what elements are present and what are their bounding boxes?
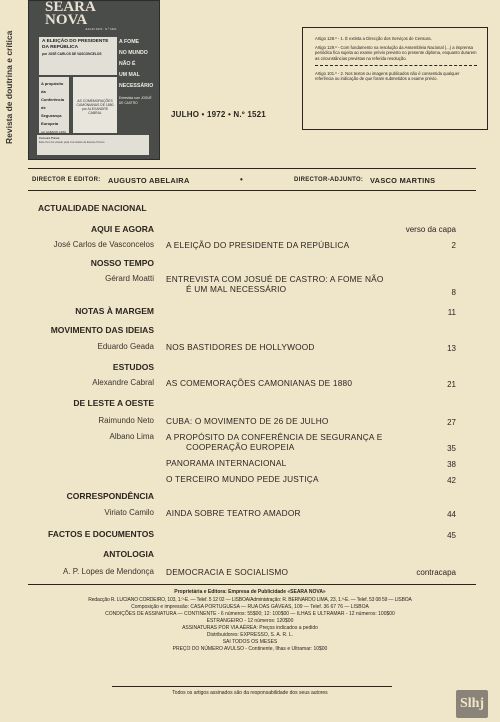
masthead-nova: NOVA [45,12,88,28]
article-entrevista-castro [166,274,426,294]
article-title-line1: A PROPÓSITO DA CONFERÊNCIA DE SEGURANÇA E [166,432,383,442]
archive-logo: Slhj [456,690,488,718]
article-camonianas: AS COMEMORAÇÕES CAMONIANAS DE 1880 [166,378,353,388]
article-title-line1: ENTREVISTA COM JOSUÉ DE CASTRO: A FOME NÃO [166,274,384,284]
article-title-line2: COOPERAÇÃO EUROPEIA [186,442,295,452]
section-aqui-e-agora: AQUI E AGORA [91,224,154,234]
cover-lead-box [39,37,117,75]
deputy-director-label: DIRECTOR-ADJUNTO: [294,177,364,183]
author-mendonca: A. P. Lopes de Mendonça [62,567,154,576]
article-terceiro-mundo: O TERCEIRO MUNDO PEDE JUSTIÇA [166,474,319,484]
colophon-frequency: SAI TODOS OS MESES [222,639,278,645]
page-verso-da-capa: verso da capa [405,225,456,234]
page-number: 38 [447,460,456,469]
cover-footer-box [37,135,149,155]
article-cuba: CUBA: O MOVIMENTO DE 26 DE JULHO [166,416,329,426]
box2-line: A propósito [41,81,64,86]
article-hollywood: NOS BASTIDORES DE HOLLYWOOD [166,342,315,352]
cover-lead-headline: A ELEIÇÃO DO PRESIDENTE DA REPÚBLICA [42,39,109,50]
issue-date: JULHO • 1972 • N.º 1521 [171,110,266,119]
censorship-article-101: Artigo 101.º - 2. Nos textos ou imagens publicados não é consentida qualquer referência ou indicação de que foram submetidos a exame prévio. [315,70,460,82]
colophon [10,589,490,653]
section-factos-e-documentos: FACTOS E DOCUMENTOS [48,529,154,539]
colophon-address: Redacção R. LUCIANO CORDEIRO, 103, 1.º-E. — Telef. 5 12 02 — LISBOA/Administração: R. BERNARDO LIMA, 23, 1.º-E. — Telef. 53 08 59 — LISBOA [88,597,412,603]
cover-box-conference [39,77,69,133]
cover-footer-title: Censura Prévia [39,136,60,140]
magazine-tagline-vertical: Revista de doutrina e crítica [4,30,14,144]
box2-byline: por ALBANO LIMA [41,130,67,134]
footer-divider-short [112,686,392,687]
section-correspondencia: CORRESPONDÊNCIA [66,491,154,501]
cover-footer-text: Este livro foi visado pela Comissão de Exame Prévio [39,139,105,144]
section-actualidade-nacional: ACTUALIDADE NACIONAL [38,203,147,213]
responsibility-note: Todos os artigos assinados são da responsabilidade dos seus autores [172,690,328,696]
article-teatro-amador: AINDA SOBRE TEATRO AMADOR [166,508,301,518]
director-label: DIRECTOR E EDITOR: [32,177,101,183]
director-name: AUGUSTO ABELAIRA [108,176,190,185]
side-line: NECESSÁRIO [119,83,154,89]
author-neto: Raimundo Neto [98,416,154,425]
section-estudos: ESTUDOS [112,362,154,372]
side-line: NÃO É [119,61,136,67]
page-number: 27 [447,418,456,427]
section-notas-a-margem: NOTAS À MARGEM [75,306,154,316]
section-movimento-das-ideias: MOVIMENTO DAS IDEIAS [50,325,154,335]
page-number: 35 [447,444,456,453]
cover-thumbnail [28,0,160,160]
author-lima: Albano Lima [109,432,154,441]
page-number: 2 [451,241,456,250]
deputy-director-name: VASCO MARTINS [370,176,436,185]
cover-subtitle: JULHO 1972 · N.º 1521 [85,27,117,31]
cover-lead-byline: por JOSÉ CARLOS DE VASCONCELOS [42,52,102,57]
article-title-line2: É UM MAL NECESSÁRIO [186,284,287,294]
cover-side-headline [119,37,155,127]
censorship-article-128: Artigo 128.º - 1. É extinta a Direcção dos Serviços de Censura. [315,36,432,41]
cover-masthead [45,1,96,27]
page-number: 45 [447,531,456,540]
colophon-printing: Composição e impressão: CASA PORTUGUESA — RUA DAS GÁVEAS, 109 — Telef. 36 67 76 — LISBOA [131,604,369,610]
censorship-notice-box [302,27,488,130]
page-number: 8 [451,288,456,297]
side-line: A FOME [119,39,139,45]
author-vasconcelos: José Carlos de Vasconcelos [53,240,154,249]
author-geada: Eduardo Geada [97,342,154,351]
staff-bullet: • [240,175,244,184]
box3-text: AS COMEMORAÇÕES CAMONIANAS DE 1880 [76,99,114,107]
page-number: 11 [447,308,456,317]
section-antologia: ANTOLOGIA [103,549,154,559]
page-number: 21 [447,380,456,389]
side-line: NO MUNDO [119,50,148,56]
box2-line: de Segurança [41,105,62,118]
censorship-article-129: Artigo 129.º - Com fundamento na resolução da Assembleia Nacional (...) a imprensa periódica fica sujeita ao exame prévio previsto no presente diploma, enquanto durarem as circunstâncias previstas na referida resolução. [315,45,477,61]
article-conferencia [166,432,426,452]
divider-top [28,168,476,169]
article-panorama: PANORAMA INTERNACIONAL [166,458,287,468]
colophon-price: PREÇO DO NÚMERO AVULSO - Continente, Ilhas e Ultramar: 10$00 [172,646,328,652]
dashed-divider [315,65,477,66]
box3-byline: por ALEXANDRE CABRAL [81,107,109,115]
page-contracapa: contracapa [416,568,456,577]
divider-bottom [28,190,476,191]
section-de-leste-a-oeste: DE LESTE A OESTE [73,398,154,408]
side-byline: Entrevista com JOSUÉ DE CASTRO [119,96,152,105]
page-number: 13 [447,344,456,353]
page-number: 42 [447,476,456,485]
box2-line: da Conferência [41,89,65,102]
colophon-subscription: CONDIÇÕES DE ASSINATURA — CONTINENTE - 6 números: 55$00; 12: 100$00 — ILHAS E ULTRAMAR - 12 números: 100$00 [105,611,395,617]
section-nosso-tempo: NOSSO TEMPO [90,258,154,268]
colophon-distributors: Distribuidores: EXPRESSO, S. A. R. L. [206,632,294,638]
article-eleicao: A ELEIÇÃO DO PRESIDENTE DA REPÚBLICA [166,240,350,250]
box2-line: Europeia [41,121,59,126]
side-line: UM MAL [119,72,140,78]
cover-box-camonianas [73,77,117,133]
author-camilo: Viriato Camilo [104,508,154,517]
colophon-foreign: ESTRANGEIRO - 12 números: 120$00 [206,618,294,624]
article-democracia: DEMOCRACIA E SOCIALISMO [166,567,289,577]
author-cabral: Alexandre Cabral [92,378,154,387]
page-number: 44 [447,510,456,519]
colophon-publisher: Proprietária e Editora: Empresa de Publicidade «SEARA NOVA» [174,589,326,595]
masthead-seara: SEARA [45,0,96,15]
footer-divider-top [28,584,476,585]
author-moatti: Gérard Moatti [105,274,154,283]
colophon-airmail: ASSINATURAS POR VIA AÉREA: Preços indicados a pedido [182,625,318,631]
